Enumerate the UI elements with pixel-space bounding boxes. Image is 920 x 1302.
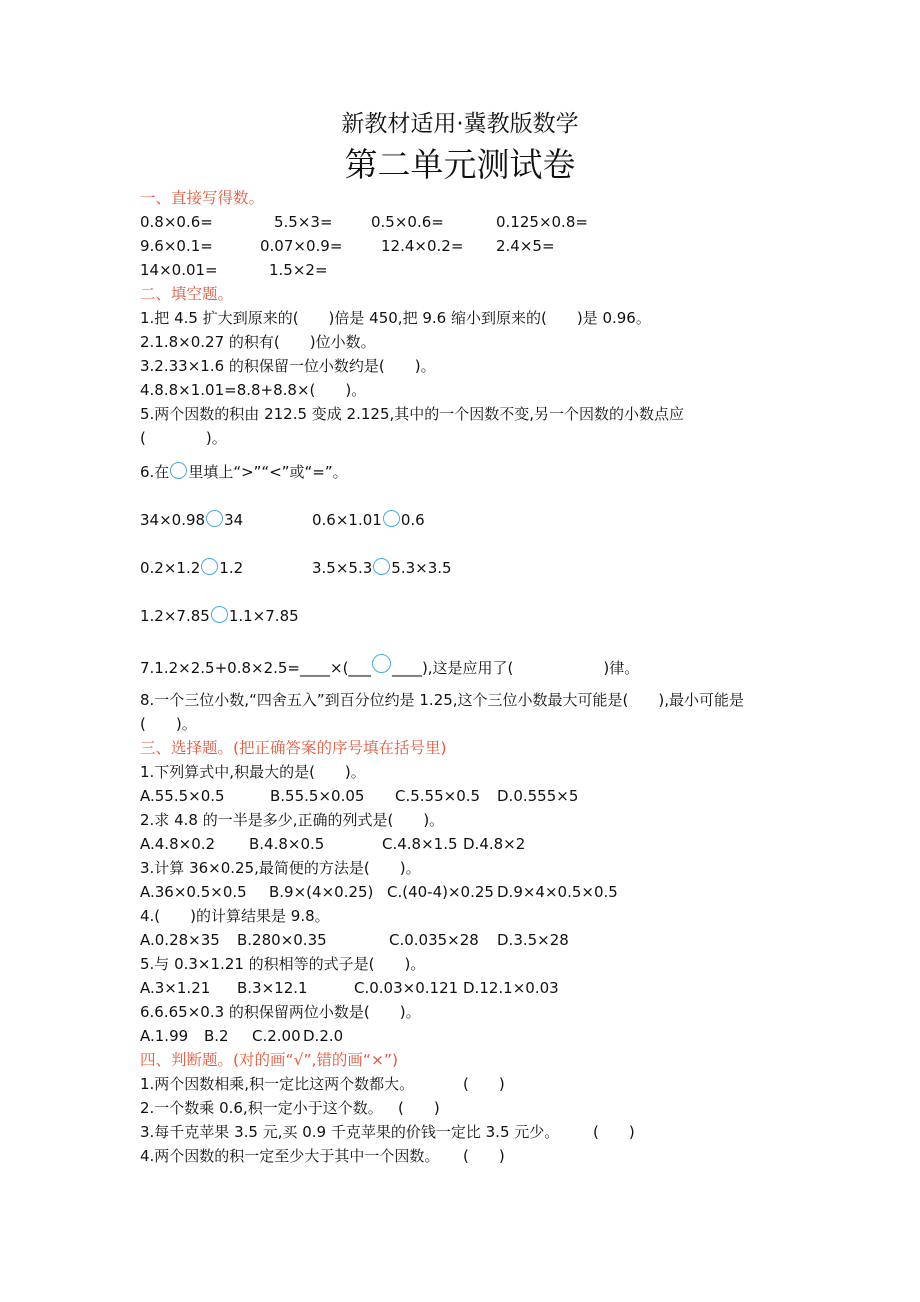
- calc-item: 2.4×5=: [496, 237, 555, 255]
- compare-item: [140, 558, 243, 578]
- option-c: C.0.03×0.121: [354, 979, 459, 997]
- compare-right: 5.3×3.5: [391, 559, 452, 577]
- option-a: A.55.5×0.5: [140, 787, 225, 805]
- fill-question-3: 3.2.33×1.6 的积保留一位小数约是( )。: [140, 357, 436, 375]
- compare-right: 34: [224, 511, 244, 529]
- judge-item-2: [140, 1098, 440, 1118]
- option-a: A.4.8×0.2: [140, 835, 216, 853]
- option-d: D.0.555×5: [497, 787, 579, 805]
- compare-item: [312, 510, 425, 530]
- answer-circle-icon[interactable]: [201, 558, 218, 575]
- judge-item-4: [140, 1146, 505, 1166]
- question-7-prefix: 7.1.2×2.5+0.8×2.5=____×(___: [140, 659, 371, 677]
- judge-item-1: [140, 1074, 505, 1094]
- compare-left: 1.2×7.85: [140, 607, 210, 625]
- judge-text: 1.两个因数相乘,积一定比这两个数都大。: [140, 1075, 415, 1093]
- calc-item: 14×0.01=: [140, 261, 218, 279]
- option-d: D.12.1×0.03: [463, 979, 559, 997]
- section-3-heading: 三、选择题。(把正确答案的序号填在括号里): [140, 739, 447, 757]
- choice-question-5: 5.与 0.3×1.21 的积相等的式子是( )。: [140, 955, 426, 973]
- circle-icon: [170, 462, 187, 479]
- section-1-heading: 一、直接写得数。: [140, 189, 265, 207]
- calc-item: 5.5×3=: [274, 213, 333, 231]
- option-c: C.4.8×1.5: [382, 835, 458, 853]
- option-a: A.1.99: [140, 1027, 189, 1045]
- compare-item: [140, 510, 243, 530]
- answer-circle-icon[interactable]: [206, 510, 223, 527]
- option-d: D.9×4×0.5×0.5: [497, 883, 618, 901]
- judge-text: 2.一个数乘 0.6,积一定小于这个数。: [140, 1099, 383, 1117]
- judge-text: 3.每千克苹果 3.5 元,买 0.9 千克苹果的价钱一定比 3.5 元少。: [140, 1123, 560, 1141]
- answer-bracket[interactable]: ( ): [398, 1099, 440, 1117]
- option-b: B.3×12.1: [237, 979, 308, 997]
- compare-left: 0.6×1.01: [312, 511, 382, 529]
- option-b: B.9×(4×0.25): [269, 883, 374, 901]
- option-c: C.5.55×0.5: [395, 787, 481, 805]
- answer-bracket[interactable]: ( ): [463, 1075, 505, 1093]
- choice-question-1: 1.下列算式中,积最大的是( )。: [140, 763, 366, 781]
- choice-question-4: 4.( )的计算结果是 9.8。: [140, 907, 330, 925]
- answer-circle-icon[interactable]: [383, 510, 400, 527]
- section-2-heading: 二、填空题。: [140, 285, 234, 303]
- option-a: A.0.28×35: [140, 931, 220, 949]
- calc-item: 0.07×0.9=: [260, 237, 343, 255]
- fill-question-2: 2.1.8×0.27 的积有( )位小数。: [140, 333, 376, 351]
- fill-question-1: 1.把 4.5 扩大到原来的( )倍是 450,把 9.6 缩小到原来的( )是 0.96。: [140, 309, 651, 327]
- answer-bracket[interactable]: ( ): [593, 1123, 635, 1141]
- answer-bracket[interactable]: ( ): [463, 1147, 505, 1165]
- compare-left: 0.2×1.2: [140, 559, 201, 577]
- option-c: C.0.035×28: [389, 931, 479, 949]
- option-d: D.4.8×2: [463, 835, 526, 853]
- judge-item-3: [140, 1122, 635, 1142]
- fill-question-8-blank: ( )。: [140, 715, 197, 733]
- option-d: D.3.5×28: [497, 931, 569, 949]
- option-c: C.2.00: [252, 1027, 301, 1045]
- page-title: 第二单元测试卷: [344, 145, 576, 184]
- option-a: A.36×0.5×0.5: [140, 883, 247, 901]
- question-6-suffix: 里填上“>”“<”或“=”。: [188, 463, 348, 481]
- option-a: A.3×1.21: [140, 979, 211, 997]
- calc-item: 9.6×0.1=: [140, 237, 213, 255]
- option-d: D.2.0: [303, 1027, 344, 1045]
- compare-item: [312, 558, 452, 578]
- choice-question-6: 6.6.65×0.3 的积保留两位小数是( )。: [140, 1003, 421, 1021]
- fill-question-5-blank: ( )。: [140, 429, 227, 447]
- fill-question-8: 8.一个三位小数,“四舍五入”到百分位约是 1.25,这个三位小数最大可能是( ),最小可能是: [140, 691, 745, 709]
- calc-item: 12.4×0.2=: [381, 237, 464, 255]
- answer-circle-icon[interactable]: [373, 558, 390, 575]
- fill-question-4: 4.8.8×1.01=8.8+8.8×( )。: [140, 381, 367, 399]
- answer-circle-icon[interactable]: [211, 606, 228, 623]
- calc-item: 0.5×0.6=: [371, 213, 444, 231]
- compare-right: 0.6: [400, 511, 425, 529]
- compare-right: 1.1×7.85: [228, 607, 299, 625]
- option-b: B.55.5×0.05: [270, 787, 365, 805]
- compare-item: [140, 606, 299, 626]
- circle-icon: [372, 654, 391, 673]
- choice-question-2: 2.求 4.8 的一半是多少,正确的列式是( )。: [140, 811, 445, 829]
- fill-question-6: [140, 462, 348, 482]
- judge-text: 4.两个因数的积一定至少大于其中一个因数。: [140, 1147, 440, 1165]
- option-b: B.280×0.35: [237, 931, 327, 949]
- subtitle: 新教材适用·冀教版数学: [341, 111, 579, 137]
- compare-left: 3.5×5.3: [312, 559, 373, 577]
- calc-item: 0.125×0.8=: [496, 213, 588, 231]
- compare-right: 1.2: [219, 559, 244, 577]
- question-6-prefix: 6.在: [140, 463, 170, 481]
- option-b: B.4.8×0.5: [249, 835, 325, 853]
- compare-left: 34×0.98: [140, 511, 206, 529]
- question-7-suffix: ____),这是应用了( )律。: [391, 659, 640, 677]
- fill-question-7: [140, 654, 639, 678]
- fill-question-5: 5.两个因数的积由 212.5 变成 2.125,其中的一个因数不变,另一个因数的小数点应: [140, 405, 685, 423]
- choice-question-3: 3.计算 36×0.25,最简便的方法是( )。: [140, 859, 421, 877]
- option-b: B.2: [204, 1027, 229, 1045]
- calc-item: 1.5×2=: [269, 261, 328, 279]
- section-4-heading: 四、判断题。(对的画“√”,错的画“×”): [140, 1051, 399, 1069]
- option-c: C.(40-4)×0.25: [387, 883, 494, 901]
- calc-item: 0.8×0.6=: [140, 213, 213, 231]
